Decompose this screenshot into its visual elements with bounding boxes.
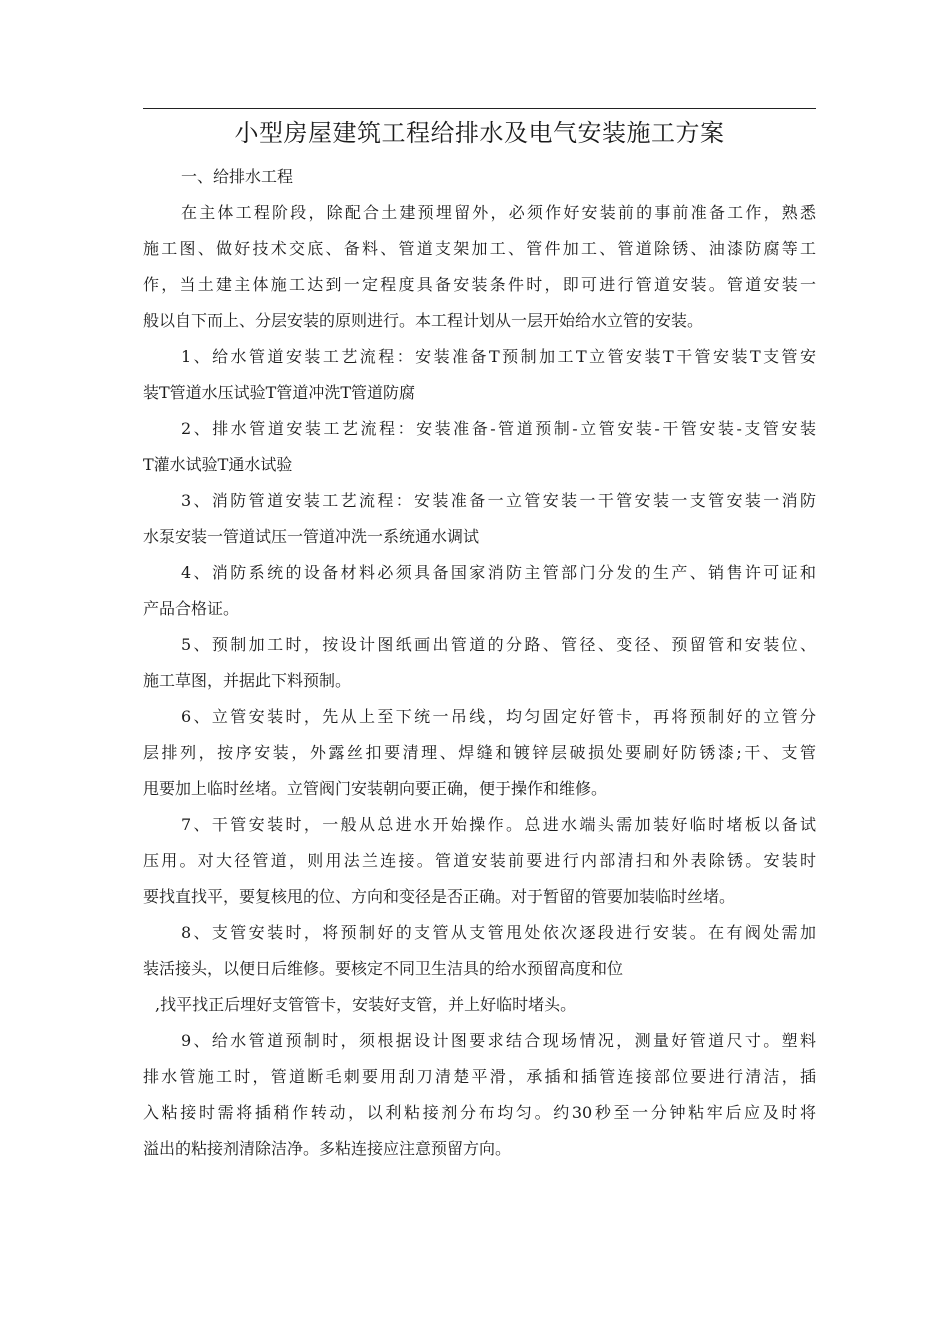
text-line: 施工图、做好技术交底、备料、管道支架加工、管件加工、管道除锈、油漆防腐等工 [143, 239, 816, 258]
item-3 [143, 483, 816, 555]
text-line: 1、给水管道安装工艺流程：安装准备T预制加工T立管安装T干管安装T支管安 [181, 347, 816, 366]
text-line: ,找平找正后埋好支管管卡，安装好支管，并上好临时堵头。 [155, 995, 577, 1014]
intro-paragraph [143, 195, 816, 339]
text-line: 层排列，按序安装，外露丝扣要清理、焊缝和镀锌层破损处要刷好防锈漆;干、支管 [143, 743, 816, 762]
item-7 [143, 807, 816, 915]
text-line: 3、消防管道安装工艺流程：安装准备一立管安装一干管安装一支管安装一消防 [181, 491, 816, 510]
item-9 [143, 1023, 816, 1167]
item-1 [143, 339, 816, 411]
text-line: 施工草图，并据此下料预制。 [143, 671, 352, 690]
item-4 [143, 555, 816, 627]
text-line: 6、立管安装时，先从上至下统一吊线，均匀固定好管卡，再将预制好的立管分 [181, 707, 816, 726]
text-line: 5、预制加工时，按设计图纸画出管道的分路、管径、变径、预留管和安装位、 [181, 635, 816, 654]
text-line: 7、干管安装时，一般从总进水开始操作。总进水端头需加装好临时堵板以备试 [181, 815, 816, 834]
text-line: 装T管道水压试验T管道冲洗T管道防腐 [143, 383, 416, 402]
text-line: 作，当土建主体施工达到一定程度具备安装条件时，即可进行管道安装。管道安装一 [143, 275, 816, 294]
text-line: 般以自下而上、分层安装的原则进行。本工程计划从一层开始给水立管的安装。 [143, 311, 704, 330]
item-6 [143, 699, 816, 807]
text-line: 排水管施工时，管道断毛刺要用刮刀清楚平滑，承插和插管连接部位要进行清洁，插 [143, 1067, 816, 1086]
text-line: 水泵安装一管道试压一管道冲洗一系统通水调试 [143, 527, 480, 546]
document-page [143, 108, 816, 1167]
text-line: 溢出的粘接剂清除洁净。多粘连接应注意预留方向。 [143, 1139, 512, 1158]
item-8 [143, 915, 816, 1023]
text-line: 2、排水管道安装工艺流程：安装准备-管道预制-立管安装-干管安装-支管安装 [181, 419, 816, 438]
text-line: 在主体工程阶段，除配合土建预埋留外，必须作好安装前的事前准备工作，熟悉 [181, 203, 816, 222]
text-line: T灌水试验T通水试验 [143, 455, 293, 474]
text-line: 压用。对大径管道，则用法兰连接。管道安装前要进行内部清扫和外表除锈。安装时 [143, 851, 816, 870]
item-5 [143, 627, 816, 699]
section-heading: 一、给排水工程 [181, 167, 294, 186]
document-title: 小型房屋建筑工程给排水及电气安装施工方案 [234, 119, 725, 147]
text-line: 产品合格证。 [143, 599, 240, 618]
text-line: 8、支管安装时，将预制好的支管从支管甩处依次逐段进行安装。在有阀处需加 [181, 923, 816, 942]
header-rule [143, 108, 816, 109]
text-line: 装活接头，以便日后维修。要核定不同卫生洁具的给水预留高度和位 [143, 959, 624, 978]
text-line: 要找直找平，要复核甩的位、方向和变径是否正确。对于暂留的管要加装临时丝堵。 [143, 887, 736, 906]
item-2 [143, 411, 816, 483]
text-line: 4、消防系统的设备材料必须具备国家消防主管部门分发的生产、销售许可证和 [181, 563, 816, 582]
text-line: 入粘接时需将插稍作转动，以利粘接剂分布均匀。约30秒至一分钟粘牢后应及时将 [143, 1103, 816, 1122]
text-line: 9、给水管道预制时，须根据设计图要求结合现场情况，测量好管道尺寸。塑料 [181, 1031, 816, 1050]
text-line: 甩要加上临时丝堵。立管阀门安装朝向要正确，便于操作和维修。 [143, 779, 608, 798]
